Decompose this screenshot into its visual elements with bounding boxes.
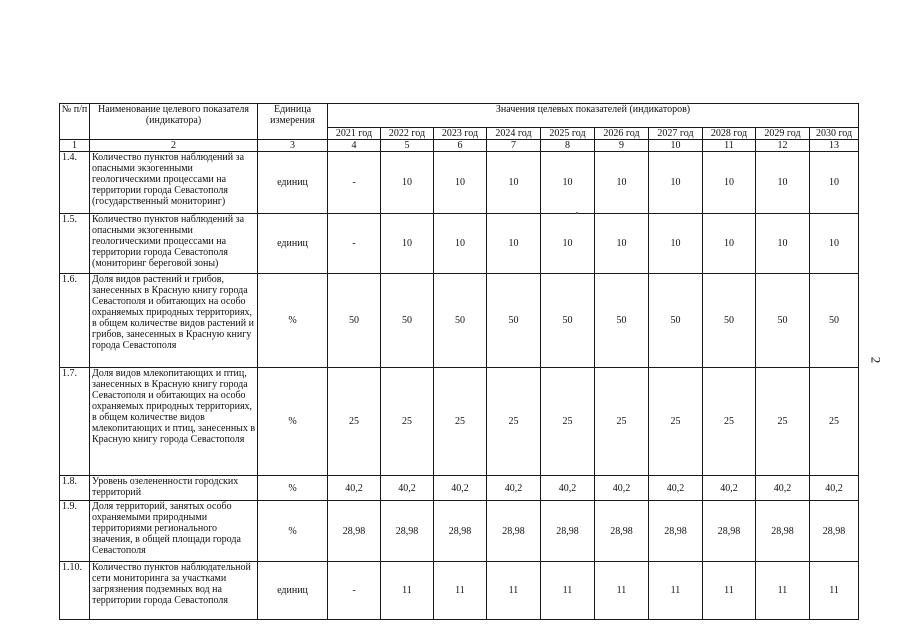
value-cell: 50: [649, 274, 703, 368]
header-year: 2023 год: [434, 128, 487, 140]
value-cell: 28,98: [595, 501, 649, 562]
value-cell: 10: [434, 152, 487, 214]
column-index: 13: [810, 140, 859, 152]
indicator-name: Доля видов млекопитающих и птиц, занесенных в Красную книгу города Севастополя и обитающих на особо охраняемых природных территориях, в общем количестве видов млекопитающих и птиц, занесенных в Красную книгу города Севастополя: [90, 368, 258, 476]
value-cell: 40,2: [810, 476, 859, 501]
indicator-name: Количество пунктов наблюдательной сети мониторинга за участками загрязнения подземных вод на территории города Севастополя: [90, 562, 258, 620]
value-cell: 25: [434, 368, 487, 476]
unit-cell: %: [258, 501, 328, 562]
header-year: 2027 год: [649, 128, 703, 140]
row-number: 1.6.: [60, 274, 90, 368]
column-index: 11: [703, 140, 756, 152]
unit-cell: единиц: [258, 152, 328, 214]
row-number: 1.7.: [60, 368, 90, 476]
scan-speck: [576, 212, 578, 214]
value-cell: 25: [328, 368, 381, 476]
value-cell: 25: [810, 368, 859, 476]
value-cell: 28,98: [328, 501, 381, 562]
row-number: 1.4.: [60, 152, 90, 214]
value-cell: 25: [381, 368, 434, 476]
indicators-table: [59, 103, 859, 620]
value-cell: 10: [756, 214, 810, 274]
value-cell: 10: [595, 214, 649, 274]
value-cell: 10: [595, 152, 649, 214]
header-year: 2026 год: [595, 128, 649, 140]
value-cell: 11: [541, 562, 595, 620]
table-row: [60, 274, 859, 368]
value-cell: 40,2: [328, 476, 381, 501]
value-cell: 40,2: [649, 476, 703, 501]
value-cell: 10: [541, 152, 595, 214]
value-cell: 28,98: [649, 501, 703, 562]
value-cell: 28,98: [756, 501, 810, 562]
value-cell: 10: [756, 152, 810, 214]
value-cell: 40,2: [595, 476, 649, 501]
value-cell: 40,2: [381, 476, 434, 501]
value-cell: 10: [487, 214, 541, 274]
value-cell: 11: [434, 562, 487, 620]
value-cell: 10: [649, 152, 703, 214]
value-cell: 11: [595, 562, 649, 620]
value-cell: 40,2: [703, 476, 756, 501]
value-cell: 25: [541, 368, 595, 476]
value-cell: 50: [328, 274, 381, 368]
value-cell: 11: [649, 562, 703, 620]
value-cell: 10: [434, 214, 487, 274]
value-cell: 10: [541, 214, 595, 274]
unit-cell: %: [258, 368, 328, 476]
column-index: 6: [434, 140, 487, 152]
value-cell: -: [328, 152, 381, 214]
value-cell: 50: [381, 274, 434, 368]
value-cell: 40,2: [756, 476, 810, 501]
value-cell: 11: [381, 562, 434, 620]
table-row: [60, 562, 859, 620]
value-cell: 10: [703, 214, 756, 274]
value-cell: 25: [487, 368, 541, 476]
value-cell: 25: [703, 368, 756, 476]
value-cell: 50: [434, 274, 487, 368]
column-index: 4: [328, 140, 381, 152]
value-cell: 50: [487, 274, 541, 368]
value-cell: 28,98: [381, 501, 434, 562]
value-cell: 25: [756, 368, 810, 476]
header-year: 2025 год: [541, 128, 595, 140]
column-index: 2: [90, 140, 258, 152]
value-cell: 25: [595, 368, 649, 476]
header-name: Наименование целевого показателя (индикатора): [90, 104, 258, 140]
value-cell: -: [328, 214, 381, 274]
column-index: 3: [258, 140, 328, 152]
value-cell: 10: [487, 152, 541, 214]
value-cell: 11: [810, 562, 859, 620]
value-cell: 28,98: [703, 501, 756, 562]
table-row: [60, 368, 859, 476]
value-cell: 50: [756, 274, 810, 368]
column-index-row: [60, 140, 859, 152]
value-cell: 11: [487, 562, 541, 620]
indicator-name: Доля видов растений и грибов, занесенных в Красную книгу города Севастополя и обитающих на особо охраняемых природных территориях, в общем количестве видов растений и грибов, занесенных в Красную книгу города Севастополя: [90, 274, 258, 368]
column-index: 12: [756, 140, 810, 152]
row-number: 1.9.: [60, 501, 90, 562]
row-number: 1.5.: [60, 214, 90, 274]
indicator-name: Уровень озелененности городских территорий: [90, 476, 258, 501]
column-index: 8: [541, 140, 595, 152]
value-cell: 28,98: [487, 501, 541, 562]
value-cell: 40,2: [541, 476, 595, 501]
header-year: 2022 год: [381, 128, 434, 140]
unit-cell: единиц: [258, 214, 328, 274]
indicator-name: Доля территорий, занятых особо охраняемыми природными территориями регионального значения, в общей площади города Севастополя: [90, 501, 258, 562]
header-year: 2029 год: [756, 128, 810, 140]
header-year: 2024 год: [487, 128, 541, 140]
table-row: [60, 152, 859, 214]
header-year: 2028 год: [703, 128, 756, 140]
row-number: 1.10.: [60, 562, 90, 620]
value-cell: 40,2: [434, 476, 487, 501]
value-cell: 25: [649, 368, 703, 476]
table-row: [60, 476, 859, 501]
value-cell: 11: [756, 562, 810, 620]
indicator-name: Количество пунктов наблюдений за опасными экзогенными геологическими процессами на территории города Севастополя (государственный мониторинг): [90, 152, 258, 214]
value-cell: 50: [595, 274, 649, 368]
table-row: [60, 214, 859, 274]
value-cell: 10: [810, 152, 859, 214]
header-num: № п/п: [60, 104, 90, 140]
value-cell: 50: [703, 274, 756, 368]
header-year: 2021 год: [328, 128, 381, 140]
value-cell: 40,2: [487, 476, 541, 501]
value-cell: 28,98: [810, 501, 859, 562]
value-cell: 50: [541, 274, 595, 368]
row-number: 1.8.: [60, 476, 90, 501]
unit-cell: %: [258, 476, 328, 501]
header-year: 2030 год: [810, 128, 859, 140]
column-index: 7: [487, 140, 541, 152]
column-index: 9: [595, 140, 649, 152]
column-index: 1: [60, 140, 90, 152]
value-cell: 10: [381, 214, 434, 274]
table-row: [60, 501, 859, 562]
column-index: 10: [649, 140, 703, 152]
value-cell: 10: [703, 152, 756, 214]
column-index: 5: [381, 140, 434, 152]
value-cell: 50: [810, 274, 859, 368]
header-unit: Единица измерения: [258, 104, 328, 140]
value-cell: 11: [703, 562, 756, 620]
value-cell: 10: [649, 214, 703, 274]
header-values-group: Значения целевых показателей (индикаторов): [328, 104, 859, 128]
indicator-name: Количество пунктов наблюдений за опасными экзогенными геологическими процессами на территории города Севастополя (мониторинг береговой зоны): [90, 214, 258, 274]
page-number: 2: [868, 356, 884, 364]
value-cell: 10: [381, 152, 434, 214]
unit-cell: единиц: [258, 562, 328, 620]
value-cell: 28,98: [434, 501, 487, 562]
value-cell: -: [328, 562, 381, 620]
unit-cell: %: [258, 274, 328, 368]
value-cell: 28,98: [541, 501, 595, 562]
value-cell: 10: [810, 214, 859, 274]
